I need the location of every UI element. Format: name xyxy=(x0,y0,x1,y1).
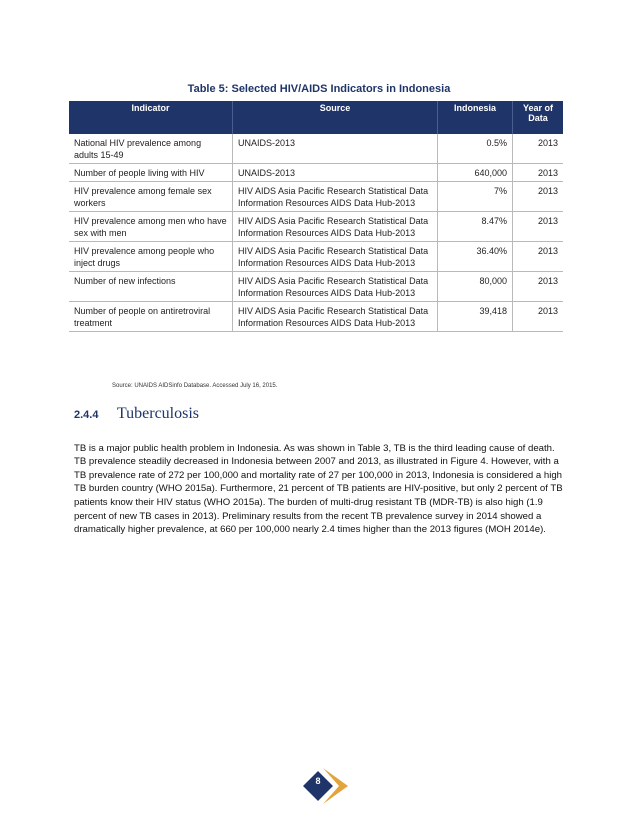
cell-year: 2013 xyxy=(513,302,564,332)
header-indonesia: Indonesia xyxy=(438,101,513,134)
cell-source: HIV AIDS Asia Pacific Research Statistical Data Information Resources AIDS Data Hub-2013 xyxy=(233,302,438,332)
header-indicator: Indicator xyxy=(69,101,233,134)
cell-indonesia: 39,418 xyxy=(438,302,513,332)
cell-indonesia: 36.40% xyxy=(438,242,513,272)
cell-indicator: HIV prevalence among female sex workers xyxy=(69,182,233,212)
table-row xyxy=(69,134,563,164)
cell-source: HIV AIDS Asia Pacific Research Statistical Data Information Resources AIDS Data Hub-2013 xyxy=(233,212,438,242)
table-row xyxy=(69,164,563,182)
cell-source: UNAIDS-2013 xyxy=(233,134,438,164)
table-header-row xyxy=(69,101,563,134)
cell-year: 2013 xyxy=(513,182,564,212)
section-heading xyxy=(74,405,199,423)
header-source: Source xyxy=(233,101,438,134)
cell-indonesia: 640,000 xyxy=(438,164,513,182)
cell-indicator: HIV prevalence among people who inject drugs xyxy=(69,242,233,272)
cell-year: 2013 xyxy=(513,134,564,164)
table-source-note: Source: UNAIDS AIDSinfo Database. Accessed July 16, 2015. xyxy=(112,383,278,389)
cell-indicator: Number of people living with HIV xyxy=(69,164,233,182)
cell-indicator: HIV prevalence among men who have sex with men xyxy=(69,212,233,242)
cell-indicator: National HIV prevalence among adults 15-49 xyxy=(69,134,233,164)
table-row xyxy=(69,212,563,242)
table-row xyxy=(69,242,563,272)
cell-indicator: Number of people on antiretroviral treatment xyxy=(69,302,233,332)
header-year-of-data: Year of Data xyxy=(513,101,564,134)
table-row xyxy=(69,272,563,302)
section-title: Tuberculosis xyxy=(116,405,200,422)
cell-indonesia: 0.5% xyxy=(438,134,513,164)
page-number-badge-icon xyxy=(303,768,349,804)
cell-year: 2013 xyxy=(513,164,564,182)
hiv-indicators-table xyxy=(69,101,563,332)
cell-year: 2013 xyxy=(513,272,564,302)
page-number: 8 xyxy=(315,776,321,786)
table-row xyxy=(69,182,563,212)
cell-indonesia: 7% xyxy=(438,182,513,212)
table-row xyxy=(69,302,563,332)
tuberculosis-paragraph: TB is a major public health problem in Indonesia. As was shown in Table 3, TB is the third leading cause of death. TB prevalence steadily decreased in Indonesia between 2007 and 2013, as illustrated in Figure 4. However, with a TB prevalence rate of 272 per 100,000 and mortality rate of 27 per 100,000 in 2013, Indonesia is considered a high TB burden country (WHO 2015a). Furthermore, 21 percent of TB patients are HIV-positive, but only 2 percent of TB patients know their HIV status (WHO 2015a). The burden of multi-drug resistant TB (MDR-TB) is also high (1.9 percent of new TB cases in 2013). Preliminary results from the recent TB prevalence survey in 2014 showed a dramatically higher prevalence, at 660 per 100,000 nearly 2.4 times higher than the 2013 figures (MOH 2014e). xyxy=(74,442,563,536)
cell-year: 2013 xyxy=(513,242,564,272)
cell-indicator: Number of new infections xyxy=(69,272,233,302)
cell-indonesia: 80,000 xyxy=(438,272,513,302)
cell-source: HIV AIDS Asia Pacific Research Statistical Data Information Resources AIDS Data Hub-2013 xyxy=(233,272,438,302)
cell-source: HIV AIDS Asia Pacific Research Statistical Data Information Resources AIDS Data Hub-2013 xyxy=(233,182,438,212)
cell-source: HIV AIDS Asia Pacific Research Statistical Data Information Resources AIDS Data Hub-2013 xyxy=(233,242,438,272)
cell-indonesia: 8.47% xyxy=(438,212,513,242)
cell-source: UNAIDS-2013 xyxy=(233,164,438,182)
cell-year: 2013 xyxy=(513,212,564,242)
section-number: 2.4.4 xyxy=(74,409,99,421)
table-title: Table 5: Selected HIV/AIDS Indicators in Indonesia xyxy=(187,83,451,95)
